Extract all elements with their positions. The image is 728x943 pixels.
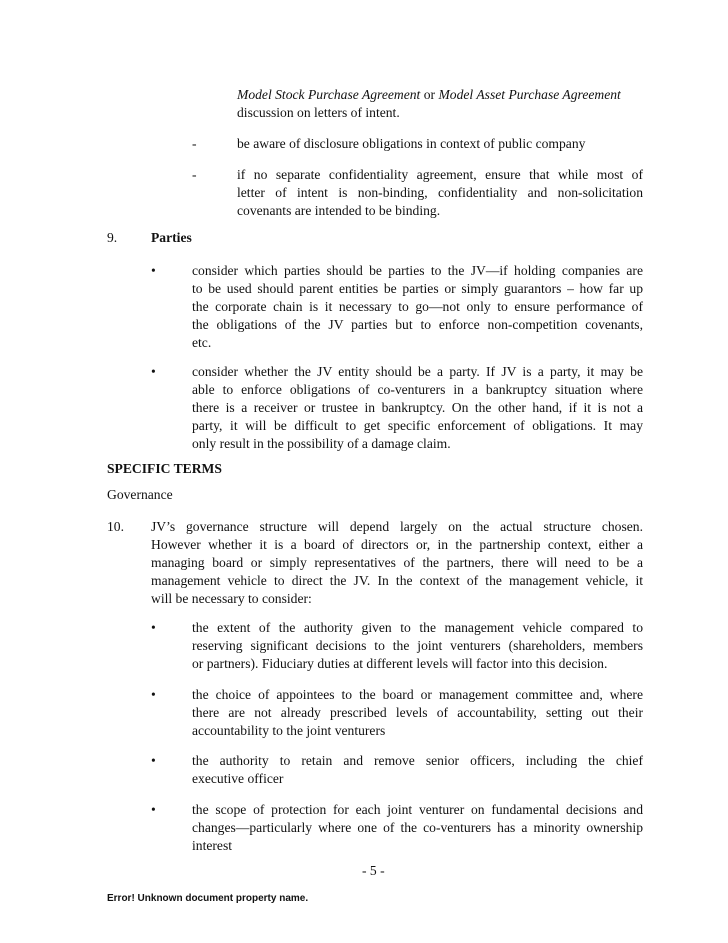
bullet-10-4: • xyxy=(151,802,156,817)
s10-para-line-4: management vehicle to direct the JV. In the context of the management vehicle, it xyxy=(151,573,643,588)
s9-b2-line-3: there is a receiver or trustee in bankruptcy. On the other hand, if it is not a xyxy=(192,400,643,415)
section-9-number: 9. xyxy=(107,230,118,245)
s10-b3-line-2: executive officer xyxy=(192,771,284,786)
s10-b2-line-1: the choice of appointees to the board or management committee and, where xyxy=(192,687,643,702)
s9-b2-line-4: party, it will be difficult to get specific enforcement of obligations. It may xyxy=(192,418,643,433)
bullet-10-1: • xyxy=(151,620,156,635)
s9-b1-line-3: the corporate chain is it necessary to go—not only to ensure performance of xyxy=(192,299,643,314)
s10-b1-line-1: the extent of the authority given to the management vehicle compared to xyxy=(192,620,643,635)
s10-para-line-2: However whether it is a board of directors or, in the partnership context, either a xyxy=(151,537,643,552)
governance-heading: Governance xyxy=(107,487,173,502)
s9-b1-line-4: the obligations of the JV parties but to enforce non-competition covenants, xyxy=(192,317,643,332)
s9-b1-line-1: consider which parties should be parties to the JV—if holding companies are xyxy=(192,263,643,278)
page-number: - 5 - xyxy=(362,863,385,878)
s10-b3-line-1: the authority to retain and remove senior officers, including the chief xyxy=(192,753,643,768)
section-10-number: 10. xyxy=(107,519,124,534)
s9-b2-line-1: consider whether the JV entity should be a party. If JV is a party, it may be xyxy=(192,364,643,379)
s9-b2-line-2: able to enforce obligations of co-venturers in a bankruptcy situation where xyxy=(192,382,643,397)
dash-item-2-line-2: letter of intent is non-binding, confidentiality and non-solicitation xyxy=(237,185,643,200)
model-asset-title: Model Asset Purchase Agreement xyxy=(438,87,621,102)
dash-item-2-line-3: covenants are intended to be binding. xyxy=(237,203,441,218)
section-9-title: Parties xyxy=(151,230,192,245)
s9-b1-line-5: etc. xyxy=(192,335,212,350)
footer-error-text: Error! Unknown document property name. xyxy=(107,893,309,904)
dash-marker-2: - xyxy=(192,167,197,182)
dash-item-1: be aware of disclosure obligations in context of public company xyxy=(237,136,586,151)
s10-para-line-1: JV’s governance structure will depend largely on the actual structure chosen. xyxy=(151,519,643,534)
model-stock-title: Model Stock Purchase Agreement xyxy=(237,87,421,102)
intro-line-2: discussion on letters of intent. xyxy=(237,105,400,120)
s10-b1-line-3: or partners). Fiduciary duties at different levels will factor into this decision. xyxy=(192,656,608,671)
s9-b2-line-5: only result in the possibility of a damage claim. xyxy=(192,436,451,451)
s10-b4-line-2: changes—particularly where one of the co-venturers has a minority ownership xyxy=(192,820,643,835)
dash-item-2-line-1: if no separate confidentiality agreement, ensure that while most of xyxy=(237,167,643,182)
s10-para-line-3: managing board or simply representatives of the partners, there will need to be a xyxy=(151,555,643,570)
dash-marker-1: - xyxy=(192,136,197,151)
s9-b1-line-2: to be used should parent entities be parties or simply guarantors – how far up xyxy=(192,281,643,296)
s10-b2-line-2: there are not already prescribed levels of accountability, setting out their xyxy=(192,705,643,720)
s10-para-line-5: will be necessary to consider: xyxy=(151,591,312,606)
bullet-9-2: • xyxy=(151,364,156,379)
bullet-10-2: • xyxy=(151,687,156,702)
s10-b2-line-3: accountability to the joint venturers xyxy=(192,723,386,738)
bullet-9-1: • xyxy=(151,263,156,278)
or-text: or xyxy=(420,87,439,102)
intro-line-1 xyxy=(237,86,621,104)
s10-b1-line-2: reserving significant decisions to the joint venturers (shareholders, members xyxy=(192,638,643,653)
specific-terms-heading: SPECIFIC TERMS xyxy=(107,461,222,476)
bullet-10-3: • xyxy=(151,753,156,768)
s10-b4-line-1: the scope of protection for each joint venturer on fundamental decisions and xyxy=(192,802,643,817)
s10-b4-line-3: interest xyxy=(192,838,233,853)
